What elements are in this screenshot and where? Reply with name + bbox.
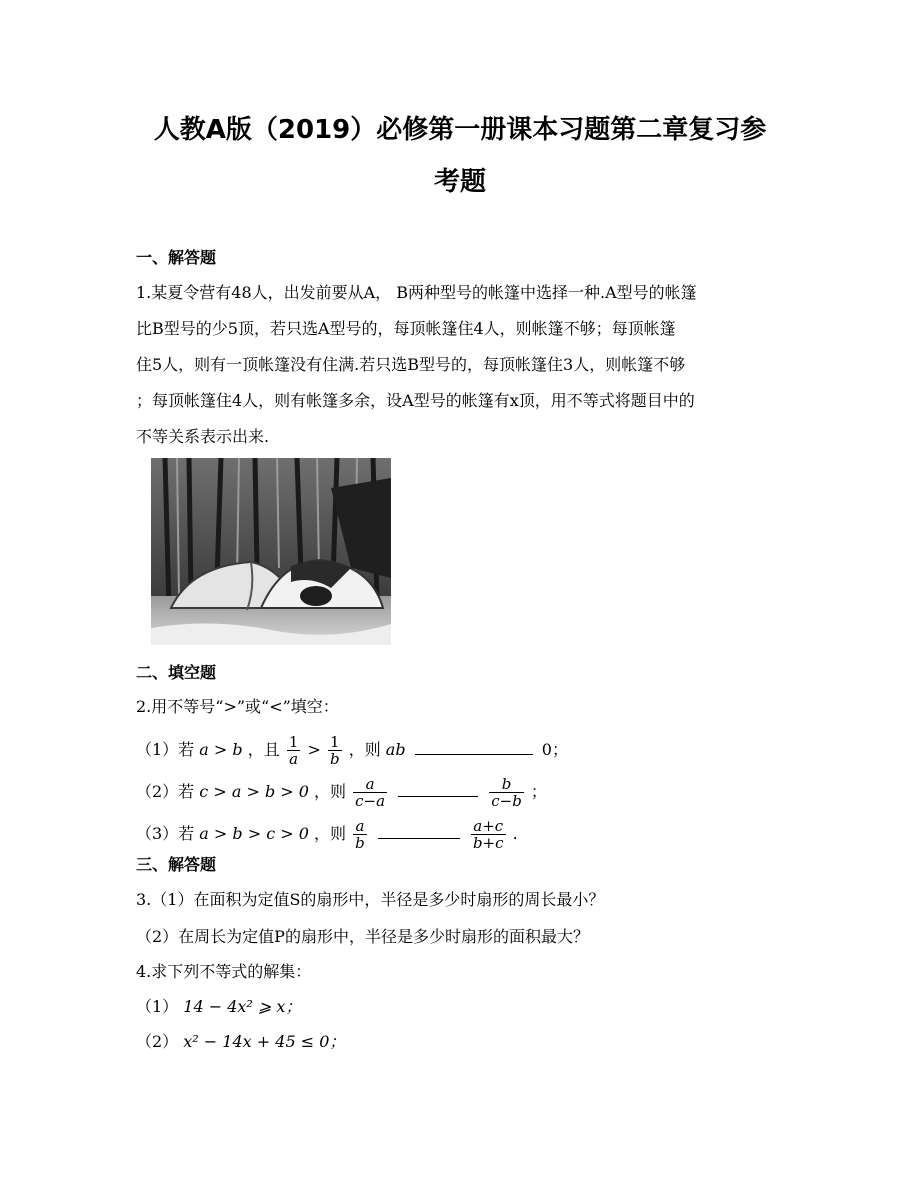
question-1-line: 不等关系表示出来. <box>136 427 270 446</box>
condition: a > b > c > 0 <box>199 824 309 843</box>
question-4-part-2 <box>136 1031 345 1053</box>
question-4-stem: 4.求下列不等式的解集： <box>136 962 312 981</box>
part-label: （1） <box>136 997 179 1016</box>
question-1-line: ；每顶帐篷住4人，则有帐篷多余，设A型号的帐篷有x顶，用不等式将题目中的 <box>136 391 695 410</box>
numerator: 1 <box>288 733 299 751</box>
fraction <box>489 776 524 809</box>
text: ，则 <box>314 782 347 801</box>
inequality: 14 − 4x² ⩾ x； <box>183 997 302 1016</box>
fraction <box>353 818 367 851</box>
question-3-part-1: 3.（1）在面积为定值S的扇形中，半径是多少时扇形的周长最小？ <box>136 890 605 909</box>
inequality: x² − 14x + 45 ≤ 0； <box>183 1032 346 1051</box>
page-title-line-2: 考题 <box>433 167 486 197</box>
answer-blank[interactable] <box>398 782 478 797</box>
part-label: （1）若 <box>136 740 195 759</box>
numerator: a <box>353 776 387 793</box>
question-4-part-1 <box>136 996 301 1018</box>
text: ； <box>530 782 547 801</box>
question-1-line: 住5人，则有一顶帐篷没有住满.若只选B型号的，每顶帐篷住3人，则帐篷不够 <box>136 355 686 374</box>
question-2-part-3 <box>136 818 518 851</box>
denominator: b+c <box>472 834 504 852</box>
part-label: （3）若 <box>136 824 195 843</box>
tent-photo <box>151 458 391 645</box>
numerator: a <box>353 818 367 835</box>
condition: a > b <box>199 740 243 759</box>
text: 0； <box>541 740 568 759</box>
question-1-line: 比B型号的少5顶，若只选A型号的，每顶帐篷住4人，则帐篷不够；每顶帐篷 <box>136 319 676 338</box>
operator: > <box>307 740 321 759</box>
tent-photo-drawing <box>151 458 391 645</box>
fraction <box>471 818 506 851</box>
section-heading-solve-1: 一、解答题 <box>136 248 217 267</box>
numerator: 1 <box>328 734 342 751</box>
fraction <box>328 734 342 767</box>
numerator: b <box>489 776 524 793</box>
question-2-part-1 <box>136 734 568 767</box>
answer-blank[interactable] <box>415 740 533 755</box>
section-heading-fill-in: 二、填空题 <box>136 663 217 682</box>
question-2-stem: 2.用不等号“>”或“<”填空： <box>136 697 339 716</box>
denominator: c−a <box>355 792 386 810</box>
part-label: （2）若 <box>136 782 195 801</box>
denominator: a <box>289 750 299 768</box>
question-3-part-2: （2）在周长为定值P的扇形中，半径是多少时扇形的面积最大？ <box>136 927 589 946</box>
question-1 <box>136 275 788 455</box>
answer-blank[interactable] <box>378 824 460 839</box>
fraction <box>287 734 301 767</box>
denominator: c−b <box>491 792 522 810</box>
fraction <box>353 776 387 809</box>
denominator: b <box>355 834 365 852</box>
text: ，且 <box>247 740 280 759</box>
question-1-line: 1.某夏令营有48人，出发前要从A， B两种型号的帐篷中选择一种.A型号的帐篷 <box>136 283 697 302</box>
text: ，则 <box>314 824 347 843</box>
numerator: a+c <box>471 818 506 835</box>
denominator: b <box>329 750 340 768</box>
condition: c > a > b > 0 <box>199 782 309 801</box>
text: . <box>512 824 518 843</box>
part-label: （2） <box>136 1032 179 1051</box>
page-title-line-1: 人教A版（2019）必修第一册课本习题第二章复习参 <box>153 115 767 145</box>
text: ，则 <box>348 740 381 759</box>
expression: ab <box>385 740 406 759</box>
section-heading-solve-2: 三、解答题 <box>136 855 217 874</box>
question-2-part-2 <box>136 776 547 809</box>
